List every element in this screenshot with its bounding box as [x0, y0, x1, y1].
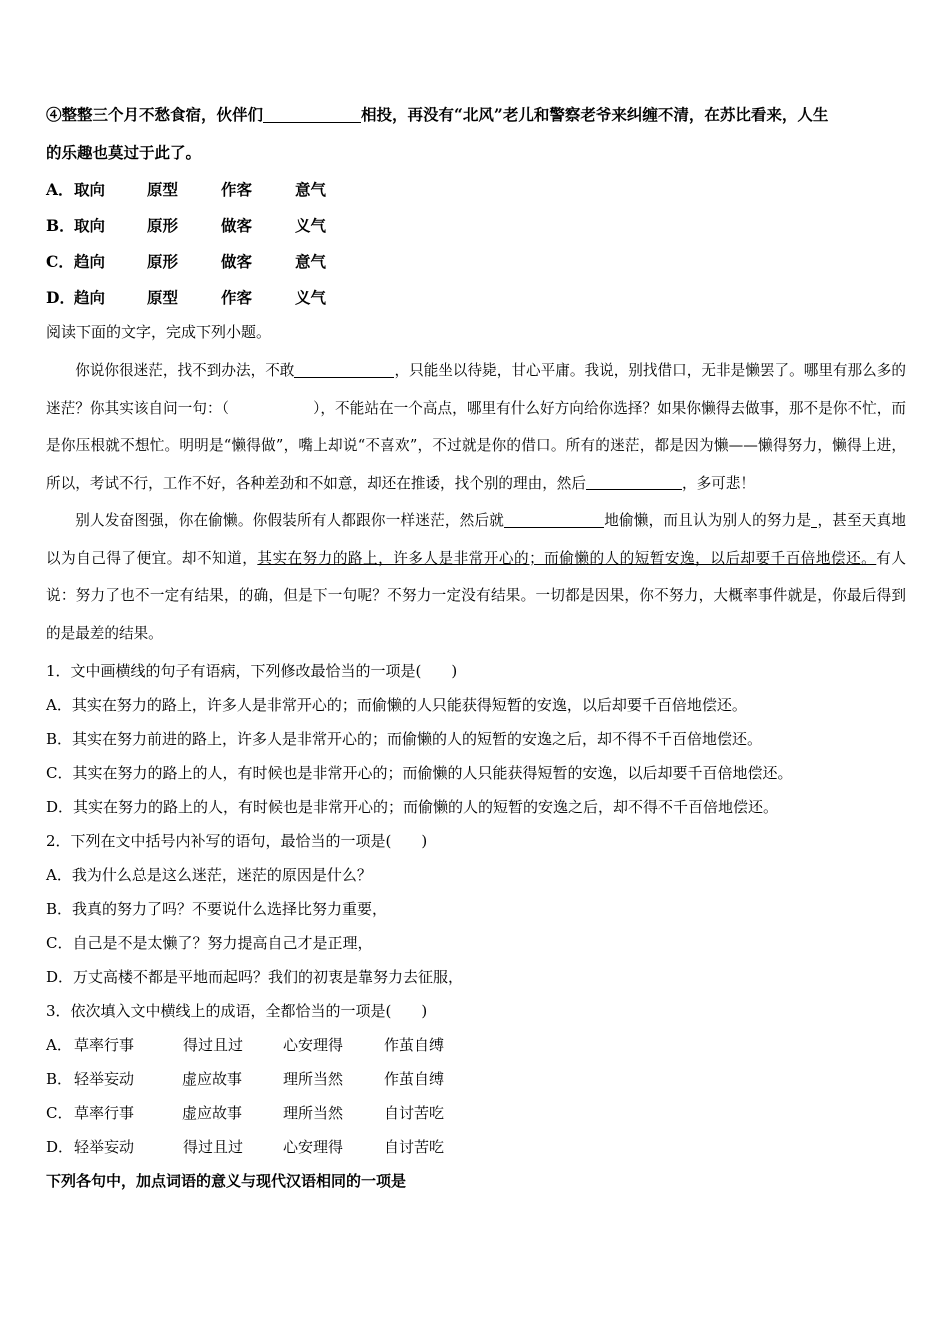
next-question-stem: 下列各句中，加点词语的意义与现代汉语相同的一项是	[46, 1172, 407, 1190]
reading-intro: 阅读下面的文字，完成下列小题。	[46, 323, 272, 341]
q3-stem: 3．依次填入文中横线上的成语，全都恰当的一项是( )	[46, 1002, 428, 1020]
q3-option[interactable]: B． 轻举妄动 虚应故事 理所当然 作茧自缚	[46, 1070, 445, 1088]
reading-paragraph-1: 你说你很迷茫，找不到办法，不敢 ，只能坐以待毙，甘心平庸。我说，别找借口，无非是懒罢了。哪里有那么多的迷茫？你其实该自问一句：（ ），不能站在一个高点，哪里有什么好方向给你选择？如果你懒得去做事，那不是你不忙，而是你压根就不想忙。明明是“懒得做”，嘴上却说“不喜欢”，不过就是你的借口。所有的迷茫，都是因为懒——懒得努力，懒得上进，所以，考试不行，工作不好，各种差劲和不如意，却还在推诿，找个别的理由，然后 ，多可悲！	[46, 362, 906, 492]
q4-stem: ④整整三个月不愁食宿，伙伴们 相投，再没有“北风”老儿和警察老爷来纠缠不清，在苏比看来，人生	[46, 105, 829, 124]
q3-option[interactable]: C． 草率行事 虚应故事 理所当然 自讨苦吃	[46, 1104, 445, 1122]
q2-option[interactable]: D．万丈高楼不都是平地而起吗？我们的初衷是靠努力去征服，	[46, 968, 464, 986]
q2-option[interactable]: C．自己是不是太懒了？努力提高自己才是正理，	[46, 934, 373, 952]
q4-stem-cont: 的乐趣也莫过于此了。	[46, 143, 202, 162]
q3-option[interactable]: A． 草率行事 得过且过 心安理得 作茧自缚	[46, 1036, 445, 1054]
q4-blank	[263, 107, 361, 124]
q4-option[interactable]: C．趋向 原形 做客 意气	[46, 252, 327, 271]
q2-option[interactable]: B．我真的努力了吗？不要说什么选择比努力重要，	[46, 900, 388, 918]
document-page	[46, 96, 906, 1198]
q4-option[interactable]: D．趋向 原型 作客 义气	[46, 288, 327, 307]
q2-option[interactable]: A．我为什么总是这么迷茫，迷茫的原因是什么？	[46, 866, 372, 884]
q1-stem: 1．文中画横线的句子有语病，下列修改最恰当的一项是( )	[46, 662, 458, 680]
q1-option[interactable]: D．其实在努力的路上的人，有时候也是非常开心的；而偷懒的人的短暂的安逸之后，却不得不千百倍地偿还。	[46, 798, 779, 816]
q4-option[interactable]: B．取向 原形 做客 义气	[46, 216, 327, 235]
q3-option[interactable]: D．轻举妄动 得过且过 心安理得 自讨苦吃	[46, 1138, 445, 1156]
q1-option[interactable]: C．其实在努力的路上的人，有时候也是非常开心的；而偷懒的人只能获得短暂的安逸，以后却要千百倍地偿还。	[46, 764, 793, 782]
reading-paragraph-2: 别人发奋图强，你在偷懒。你假装所有人都跟你一样迷茫，然后就 地偷懒，而且认为别人的努力是 ，甚至天真地以为自己得了便宜。却不知道，其实在努力的路上，许多人是非常开心的；而偷懒的人的短暂安逸，以后却要千百倍地偿还。有人说：努力了也不一定有结果，的确，但是下一句呢？不努力一定没有结果。一切都是因果，你不努力，大概率事件就是，你最后得到的是最差的结果。	[46, 512, 906, 642]
underlined-sentence: 其实在努力的路上，许多人是非常开心的；而偷懒的人的短暂安逸，以后却要千百倍地偿还。	[257, 549, 877, 567]
q1-option[interactable]: A．其实在努力的路上，许多人是非常开心的；而偷懒的人只能获得短暂的安逸，以后却要千百倍地偿还。	[46, 696, 747, 714]
q2-stem: 2．下列在文中括号内补写的语句，最恰当的一项是( )	[46, 832, 428, 850]
q4-option[interactable]: A．取向 原型 作客 意气	[46, 180, 327, 199]
q1-option[interactable]: B．其实在努力前进的路上，许多人是非常开心的；而偷懒的人的短暂的安逸之后，却不得不千百倍地偿还。	[46, 730, 763, 748]
